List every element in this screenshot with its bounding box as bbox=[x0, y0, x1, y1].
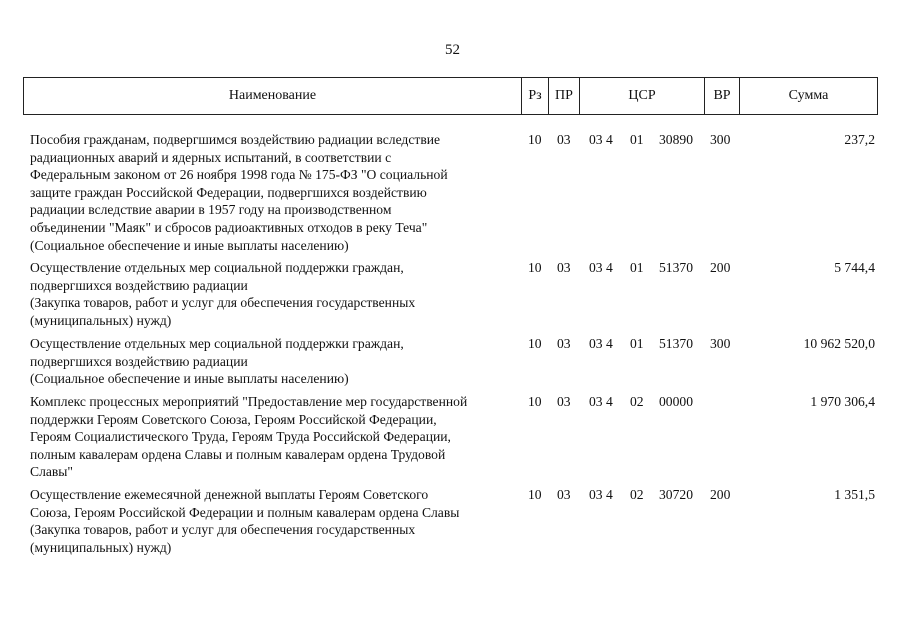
row-sum: 10 962 520,0 bbox=[803, 336, 875, 351]
row-name bbox=[30, 259, 520, 329]
row-name bbox=[30, 486, 520, 556]
row-csr-direction: 30720 bbox=[659, 487, 693, 502]
row-name-line: полным кавалерам ордена Славы и полным кавалерам ордена Трудовой bbox=[30, 446, 446, 462]
table-header bbox=[23, 77, 878, 115]
row-rz: 10 bbox=[528, 336, 542, 351]
row-csr-subprogram: 01 bbox=[630, 336, 644, 351]
row-name-line: (Закупка товаров, работ и услуг для обеспечения государственных bbox=[30, 295, 416, 311]
row-sum: 237,2 bbox=[844, 132, 875, 147]
row-name-line: Союза, Героям Российской Федерации и полным кавалерам ордена Славы bbox=[30, 504, 460, 520]
row-name-line: (Социальное обеспечение и иные выплаты населению) bbox=[30, 237, 349, 253]
row-name-line: Славы" bbox=[30, 464, 73, 480]
row-name-line: (Закупка товаров, работ и услуг для обеспечения государственных bbox=[30, 522, 416, 538]
row-rz: 10 bbox=[528, 132, 542, 147]
row-rz: 10 bbox=[528, 260, 542, 275]
row-name-line: Героям Социалистического Труда, Героям Труда Российской Федерации, bbox=[30, 429, 451, 445]
row-name-line: Осуществление отдельных мер социальной поддержки граждан, bbox=[30, 260, 404, 275]
row-csr-program: 03 4 bbox=[589, 260, 613, 275]
row-pr: 03 bbox=[557, 487, 571, 502]
row-csr-program: 03 4 bbox=[589, 487, 613, 502]
row-pr: 03 bbox=[557, 132, 571, 147]
row-name-line: Осуществление отдельных мер социальной поддержки граждан, bbox=[30, 336, 404, 351]
row-vr: 300 bbox=[710, 132, 731, 147]
row-vr: 300 bbox=[710, 336, 731, 351]
row-sum: 1 351,5 bbox=[834, 487, 875, 502]
row-name-line: (Социальное обеспечение и иные выплаты населению) bbox=[30, 371, 349, 387]
row-sum: 5 744,4 bbox=[834, 260, 875, 275]
header-sum: Сумма bbox=[788, 88, 829, 103]
row-name-line: радиационных аварий и ядерных испытаний, в соответствии с bbox=[30, 149, 392, 165]
row-name bbox=[30, 335, 520, 388]
row-name bbox=[30, 393, 520, 481]
row-name-line: Пособия гражданам, подвергшимся воздействию радиации вследствие bbox=[30, 132, 441, 147]
row-csr-direction: 51370 bbox=[659, 336, 693, 351]
row-csr-program: 03 4 bbox=[589, 394, 613, 409]
row-name-line: объединении "Маяк" и сбросов радиоактивных отходов в реку Теча" bbox=[30, 219, 428, 235]
row-pr: 03 bbox=[557, 336, 571, 351]
row-name-line: (муниципальных) нужд) bbox=[30, 539, 172, 555]
row-rz: 10 bbox=[528, 487, 542, 502]
header-vr: ВР bbox=[713, 88, 731, 103]
row-csr-subprogram: 01 bbox=[630, 260, 644, 275]
row-name bbox=[30, 131, 520, 254]
row-name-line: Федеральным законом от 26 ноября 1998 года № 175-ФЗ "О социальной bbox=[30, 167, 448, 183]
row-csr-direction: 51370 bbox=[659, 260, 693, 275]
row-csr-subprogram: 02 bbox=[630, 394, 644, 409]
row-name-line: поддержки Героям Советского Союза, Героям Российской Федерации, bbox=[30, 411, 437, 427]
row-sum: 1 970 306,4 bbox=[810, 394, 875, 409]
header-csr: ЦСР bbox=[628, 88, 656, 103]
row-rz: 10 bbox=[528, 394, 542, 409]
row-csr-direction: 30890 bbox=[659, 132, 693, 147]
row-pr: 03 bbox=[557, 260, 571, 275]
row-name-line: Осуществление ежемесячной денежной выплаты Героям Советского bbox=[30, 487, 429, 502]
row-name-line: защите граждан Российской Федерации, подвергшихся воздействию bbox=[30, 184, 427, 200]
row-csr-subprogram: 01 bbox=[630, 132, 644, 147]
row-name-line: радиации вследствие аварии в 1957 году на производственном bbox=[30, 202, 392, 218]
header-name: Наименование bbox=[228, 88, 317, 103]
row-name-line: подвергшихся воздействию радиации bbox=[30, 353, 248, 369]
row-csr-subprogram: 02 bbox=[630, 487, 644, 502]
page-number: 52 bbox=[445, 42, 460, 58]
header-pr: ПР bbox=[555, 88, 573, 103]
row-vr: 200 bbox=[710, 260, 731, 275]
row-csr-direction: 00000 bbox=[659, 394, 693, 409]
row-csr-program: 03 4 bbox=[589, 336, 613, 351]
row-name-line: (муниципальных) нужд) bbox=[30, 312, 172, 328]
row-name-line: подвергшихся воздействию радиации bbox=[30, 277, 248, 293]
header-rz: Рз bbox=[528, 88, 542, 103]
row-vr: 200 bbox=[710, 487, 731, 502]
row-pr: 03 bbox=[557, 394, 571, 409]
row-name-line: Комплекс процессных мероприятий "Предоставление мер государственной bbox=[30, 394, 468, 409]
row-csr-program: 03 4 bbox=[589, 132, 613, 147]
